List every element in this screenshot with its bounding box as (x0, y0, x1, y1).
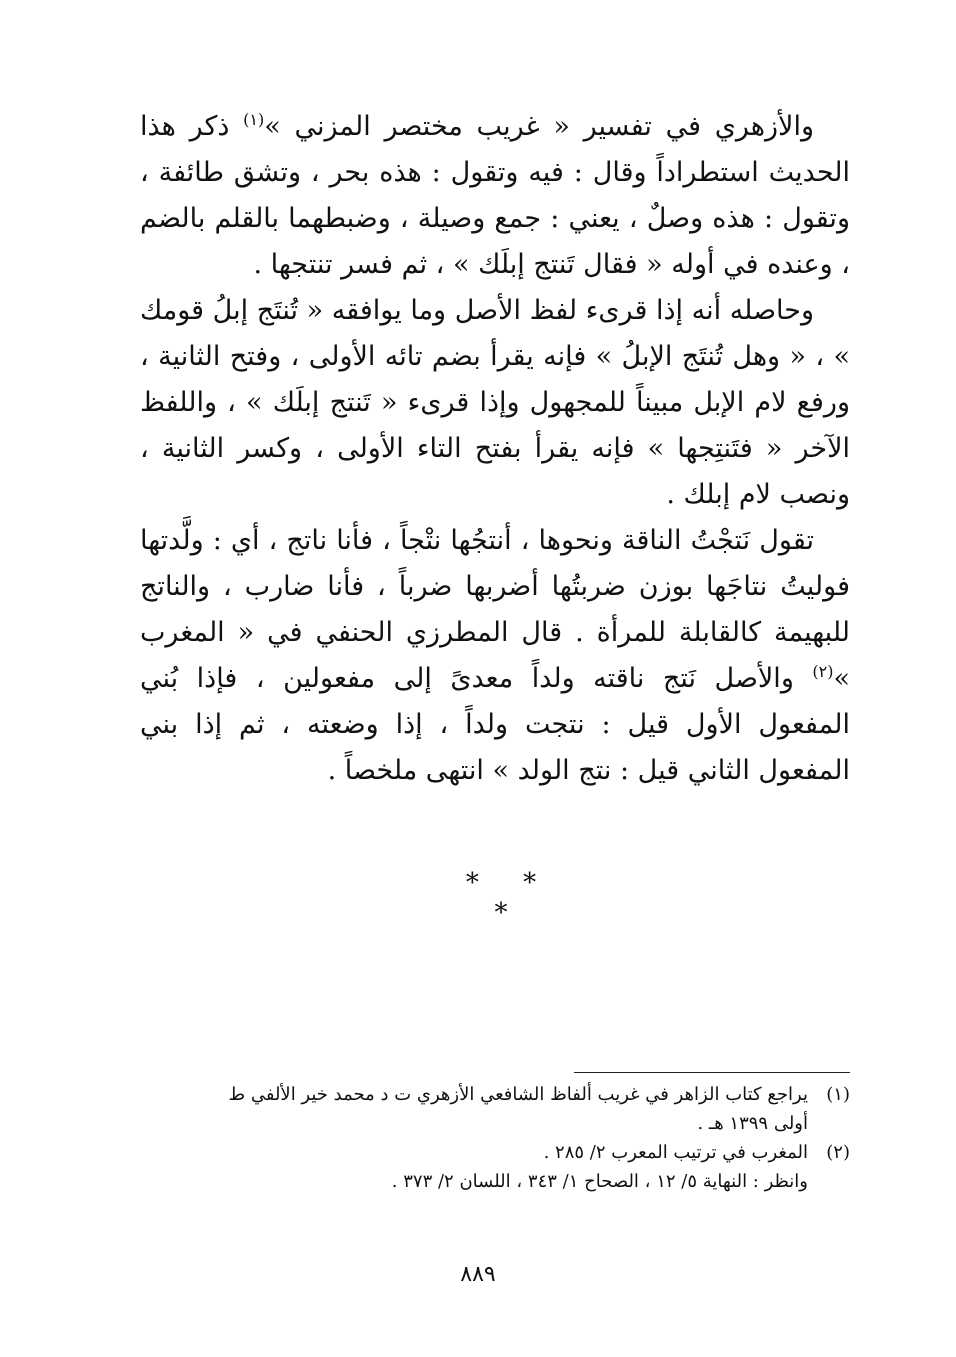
paragraph-1-start: والأزهري في تفسير « غريب مختصر المزني » (264, 111, 814, 142)
footnote-number: (٢) (826, 1142, 850, 1163)
footnotes (140, 1080, 850, 1196)
paragraph-3-start: تقول نَتجْتُ الناقة ونحوها ، أنتجُها نتْجاً ، فأنا ناتج ، أي : ولَّدتها فوليتُ نتاجَها بوزن ضربتُها أضربها ضرباً ، فأنا ضارب ، والناتج للبهيمة كالقابلة للمرأة . قال المطرزي الحنفي في « المغرب » (140, 525, 850, 694)
footnote-marker-2: (٢) (812, 662, 834, 681)
section-separator: * * * (465, 868, 555, 928)
footnote-1 (140, 1080, 850, 1109)
paragraph-1-rest: ذكر هذا الحديث استطراداً وقال : فيه وتقول : هذه بحر ، وتشق طائفة ، وتقول : هذه وصلٌ ، يعني : جمع وصيلة ، وضبطهما بالقلم بالضم ، وعنده في أوله « فقال تَنتج إبلَك » ، ثم فسر تنتجها . (140, 111, 850, 280)
footnote-number: (١) (826, 1084, 850, 1105)
paragraph-3-rest: والأصل نَتج ناقته ولداً معدىً إلى مفعولين ، فإذا بُني المفعول الأول قيل : نتجت ولداً ، إذا وضعته ، ثم إذا بني المفعول الثاني قيل : نتج الولد » انتهى ملخصاً . (140, 663, 850, 786)
page-number: ٨٨٩ (460, 1262, 496, 1287)
paragraph-2: وحاصله أنه إذا قرىء لفظ الأصل وما يوافقه « تُنتَج إبلُ قومك » ، « وهل تُنتَج الإبلُ » فإنه يقرأ بضم تائه الأولى ، وفتح الثانية ، ورفع لام الإبل مبيناً للمجهول وإذا قرىء « تَنتج إبلَك » ، واللفظ الآخر « فتَنتِجها » فإنه يقرأ بفتح التاء الأولى ، وكسر الثانية ، ونصب لام إبلك . (140, 295, 850, 510)
main-text (140, 104, 850, 794)
footnote-marker-1: (١) (243, 110, 265, 129)
footnote-text: يراجع كتاب الزاهر في غريب ألفاظ الشافعي الأزهري ت د محمد خير الألفي ط (228, 1084, 808, 1105)
footnote-2-continuation: وانظر : النهاية ٥/ ١٢ ، الصحاح ١/ ٣٤٣ ، اللسان ٢/ ٣٧٣ . (391, 1171, 808, 1192)
paragraph-3 (140, 518, 850, 794)
footnote-divider (574, 1072, 850, 1073)
footnote-2 (140, 1138, 850, 1167)
footnote-text: المغرب في ترتيب المعرب ٢/ ٢٨٥ . (543, 1142, 808, 1163)
paragraph-1 (140, 104, 850, 288)
footnote-1-continuation: أولى ١٣٩٩ هـ . (697, 1113, 808, 1134)
